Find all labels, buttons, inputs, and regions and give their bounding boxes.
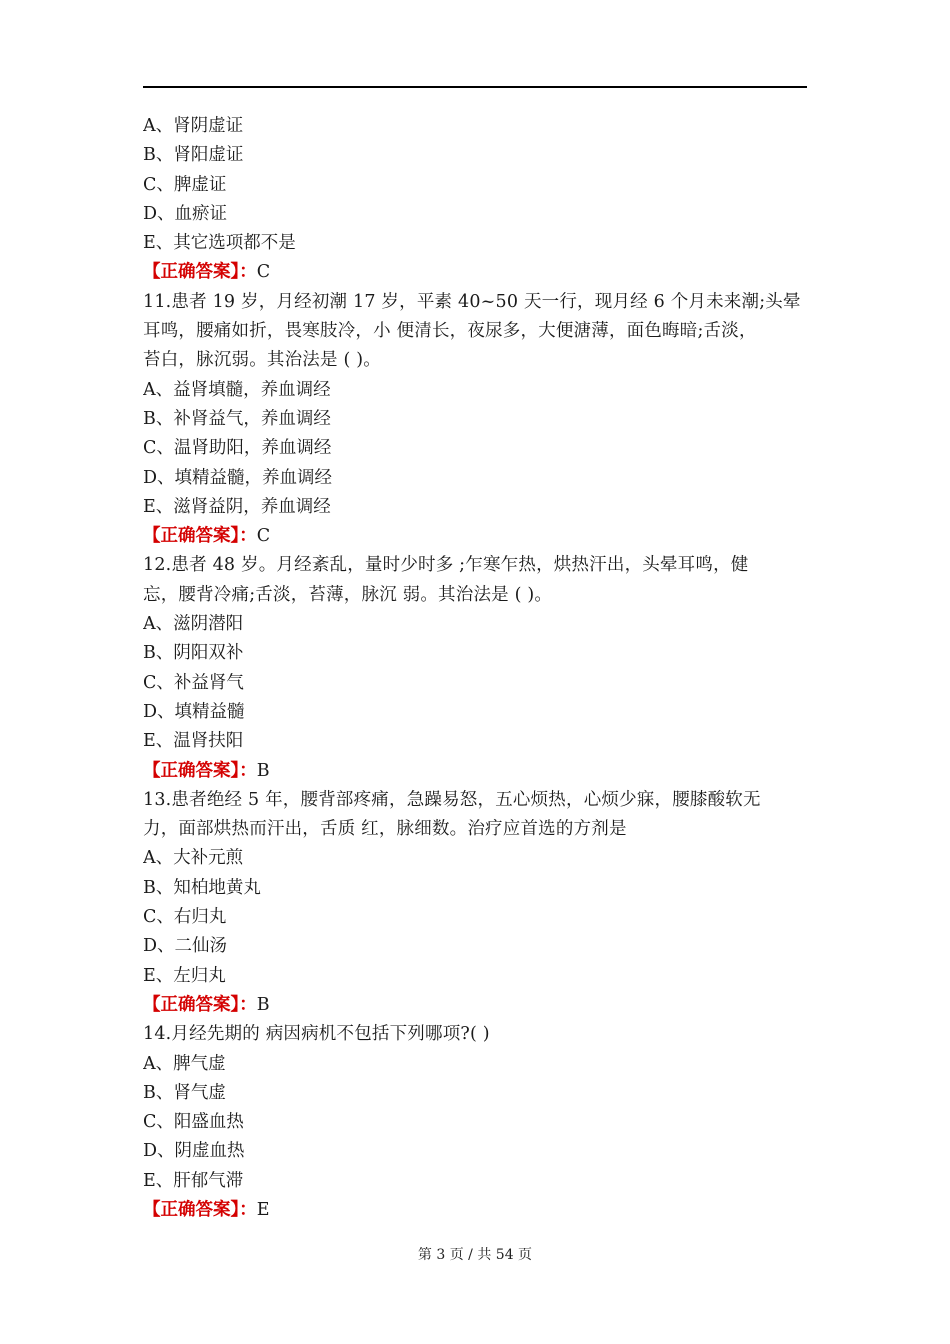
question-14 [143, 1020, 807, 1225]
answer-value: B [256, 994, 270, 1015]
question-text-line: 11.患者 19 岁，月经初潮 17 岁，平素 40~50 天一行，现月经 6 个月未来潮;头晕 [143, 291, 801, 312]
option-e: E、肝郁气滞 [143, 1170, 244, 1191]
header-rule [143, 86, 807, 88]
question-text-line: 耳鸣，腰痛如折，畏寒肢冷，小 便清长，夜尿多，大便溏薄，面色晦暗;舌淡， [143, 321, 757, 342]
question-text-line: 12.患者 48 岁。月经紊乱，量时少时多 ;乍寒乍热，烘热汗出，头晕耳鸣，健 [143, 555, 749, 576]
option-c: C、温肾助阳，养血调经 [143, 438, 332, 459]
answer-label: 【正确答案】： [143, 526, 257, 547]
question-10 [143, 112, 807, 288]
question-13 [143, 786, 807, 1020]
answer-line [143, 1196, 807, 1225]
answer-label: 【正确答案】： [143, 262, 257, 283]
question-text-line: 力，面部烘热而汗出，舌质 红，脉细数。治疗应首选的方剂是 [143, 819, 627, 840]
option-b: B、肾阳虚证 [143, 145, 244, 166]
answer-value: C [256, 262, 271, 283]
option-c: C、右归丸 [143, 907, 227, 928]
option-e: E、滋肾益阴，养血调经 [143, 496, 331, 517]
answer-label: 【正确答案】： [143, 760, 257, 781]
option-c: C、阳盛血热 [143, 1112, 244, 1133]
option-d: D、血瘀证 [143, 203, 228, 224]
answer-line [143, 258, 807, 287]
question-text-line: 苔白，脉沉弱。其治法是 ( )。 [143, 350, 381, 371]
option-a: A、益肾填髓，养血调经 [143, 379, 331, 400]
option-d: D、二仙汤 [143, 936, 228, 957]
option-e: E、温肾扶阳 [143, 731, 244, 752]
option-d: D、填精益髓，养血调经 [143, 467, 333, 488]
option-b: B、阴阳双补 [143, 643, 244, 664]
answer-line [143, 522, 807, 551]
option-a: A、滋阴潜阳 [143, 614, 244, 635]
page-footer: 第 3 页 / 共 54 页 [417, 1247, 533, 1263]
option-a: A、肾阴虚证 [143, 116, 244, 136]
option-b: B、知柏地黄丸 [143, 877, 261, 898]
option-c: C、补益肾气 [143, 672, 244, 693]
question-12 [143, 551, 807, 785]
question-11 [143, 288, 807, 552]
question-text-line: 13.患者绝经 5 年，腰背部疼痛，急躁易怒，五心烦热，心烦少寐，腰膝酸软无 [143, 789, 761, 810]
answer-line [143, 757, 807, 786]
option-b: B、肾气虚 [143, 1082, 226, 1103]
option-a: A、大补元煎 [143, 848, 244, 869]
option-a: A、脾气虚 [143, 1053, 226, 1074]
option-d: D、阴虚血热 [143, 1141, 245, 1162]
option-d: D、填精益髓 [143, 701, 245, 722]
answer-value: C [256, 526, 271, 547]
page-content [143, 112, 807, 1225]
answer-value: E [256, 1199, 270, 1220]
option-c: C、脾虚证 [143, 174, 227, 195]
question-text-line: 14.月经先期的 病因病机不包括下列哪项?( ) [143, 1024, 490, 1045]
option-e: E、左归丸 [143, 965, 226, 986]
answer-value: B [256, 760, 270, 781]
answer-label: 【正确答案】： [143, 994, 257, 1015]
question-text-line: 忘，腰背冷痛;舌淡，苔薄，脉沉 弱。其治法是 ( )。 [143, 584, 553, 605]
option-e: E、其它选项都不是 [143, 233, 296, 254]
option-b: B、补肾益气，养血调经 [143, 408, 331, 429]
answer-label: 【正确答案】： [143, 1199, 257, 1220]
answer-line [143, 991, 807, 1020]
